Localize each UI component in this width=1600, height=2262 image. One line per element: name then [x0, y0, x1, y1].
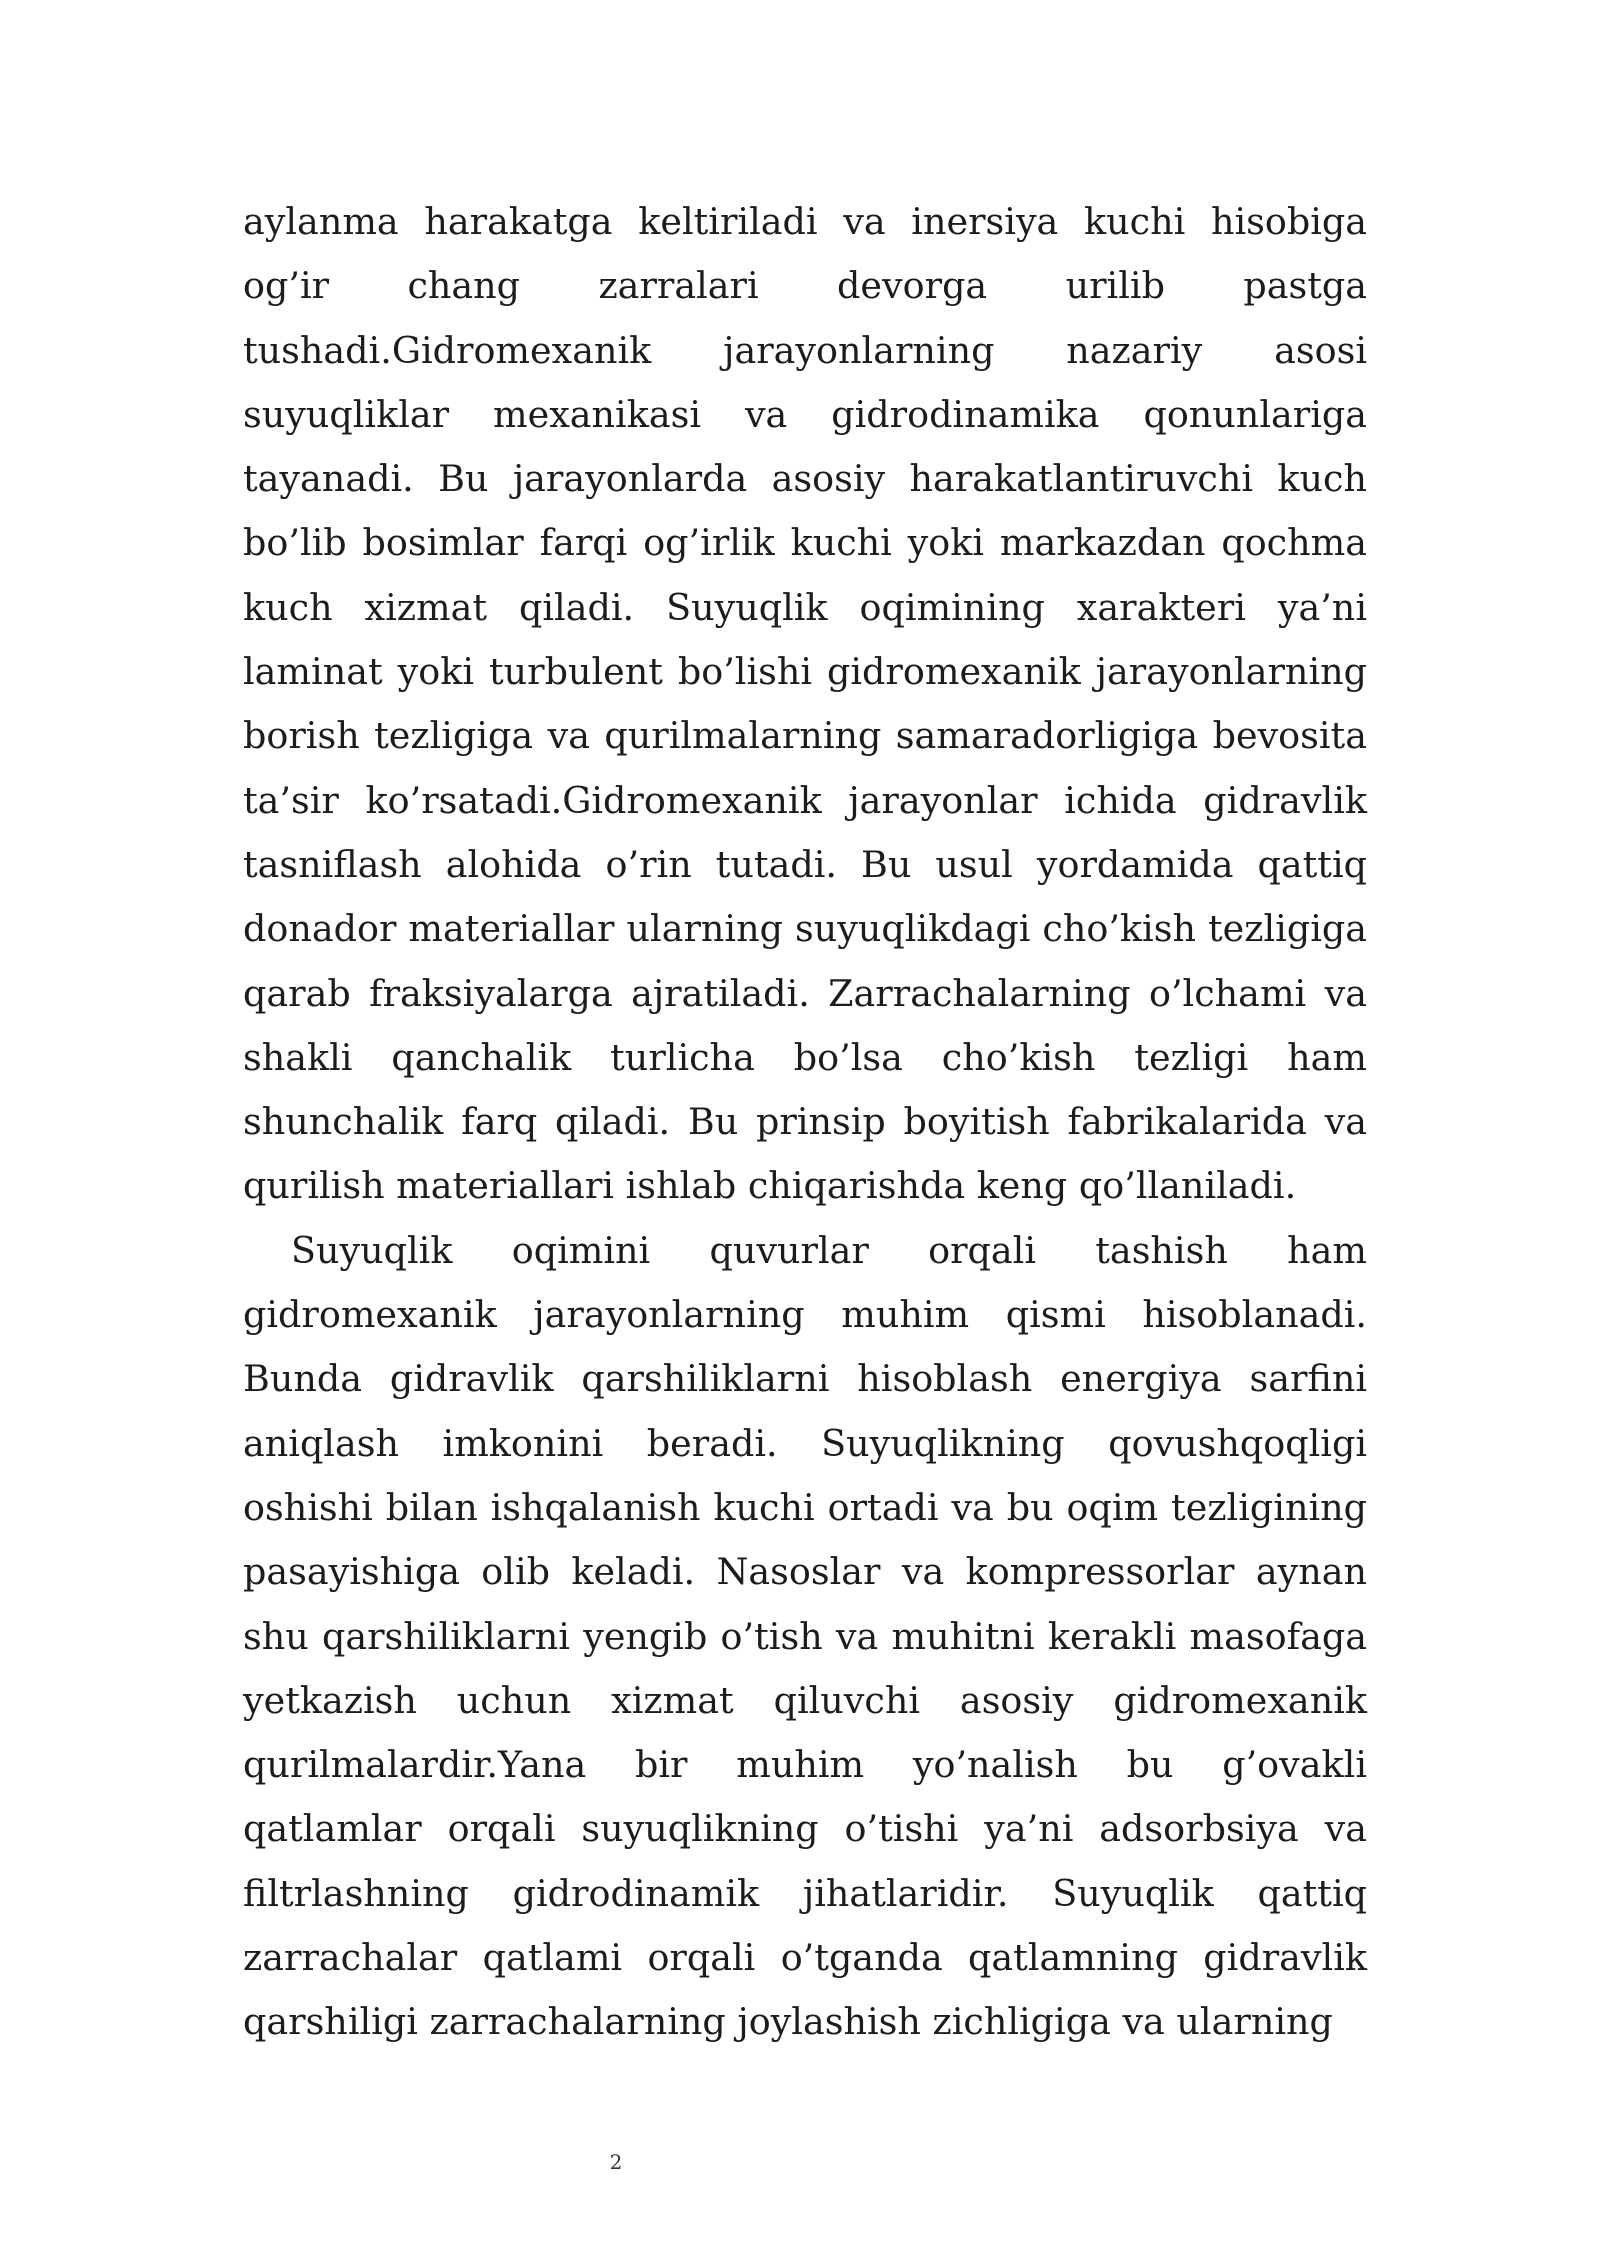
body-text	[243, 190, 1367, 2055]
paragraph-2: Suyuqlik oqimini quvurlar orqali tashish ham gidromexanik jarayonlarning muhim qismi hisoblanadi. Bunda gidravlik qarshiliklarni hisoblash energiya sarfini aniqlash imkonini beradi. Suyuqlikning qovushqoqligi oshishi bilan ishqalanish kuchi ortadi va bu oqim tezligining pasayishiga olib keladi. Nasoslar va kompressorlar aynan shu qarshiliklarni yengib o’tish va muhitni kerakli masofaga yetkazish uchun xizmat qiluvchi asosiy gidromexanik qurilmalardir.Yana bir muhim yo’nalish bu g’ovakli qatlamlar orqali suyuqlikning o’tishi ya’ni adsorbsiya va filtrlashning gidrodinamik jihatlaridir. Suyuqlik qattiq zarrachalar qatlami orqali o’tganda qatlamning gidravlik qarshiligi zarrachalarning joylashish zichligiga va ularning	[243, 1228, 1367, 2044]
paragraph-1: aylanma harakatga keltiriladi va inersiya kuchi hisobiga og’ir chang zarralari devorga urilib pastga tushadi.Gidromexanik jarayonlarning nazariy asosi suyuqliklar mexanikasi va gidrodinamika qonunlariga tayanadi. Bu jarayonlarda asosiy harakatlantiruvchi kuch bo’lib bosimlar farqi og’irlik kuchi yoki markazdan qochma kuch xizmat qiladi. Suyuqlik oqimining xarakteri ya’ni laminat yoki turbulent bo’lishi gidromexanik jarayonlarning borish tezligiga va qurilmalarning samaradorligiga bevosita ta’sir ko’rsatadi.Gidromexanik jarayonlar ichida gidravlik tasniflash alohida o’rin tutadi. Bu usul yordamida qattiq donador materiallar ularning suyuqlikdagi cho’kish tezligiga qarab fraksiyalarga ajratiladi. Zarrachalarning o’lchami va shakli qanchalik turlicha bo’lsa cho’kish tezligi ham shunchalik farq qiladi. Bu prinsip boyitish fabrikalarida va qurilish materiallari ishlab chiqarishda keng qo’llaniladi.	[243, 200, 1367, 1208]
page-number: 2	[609, 2150, 623, 2174]
